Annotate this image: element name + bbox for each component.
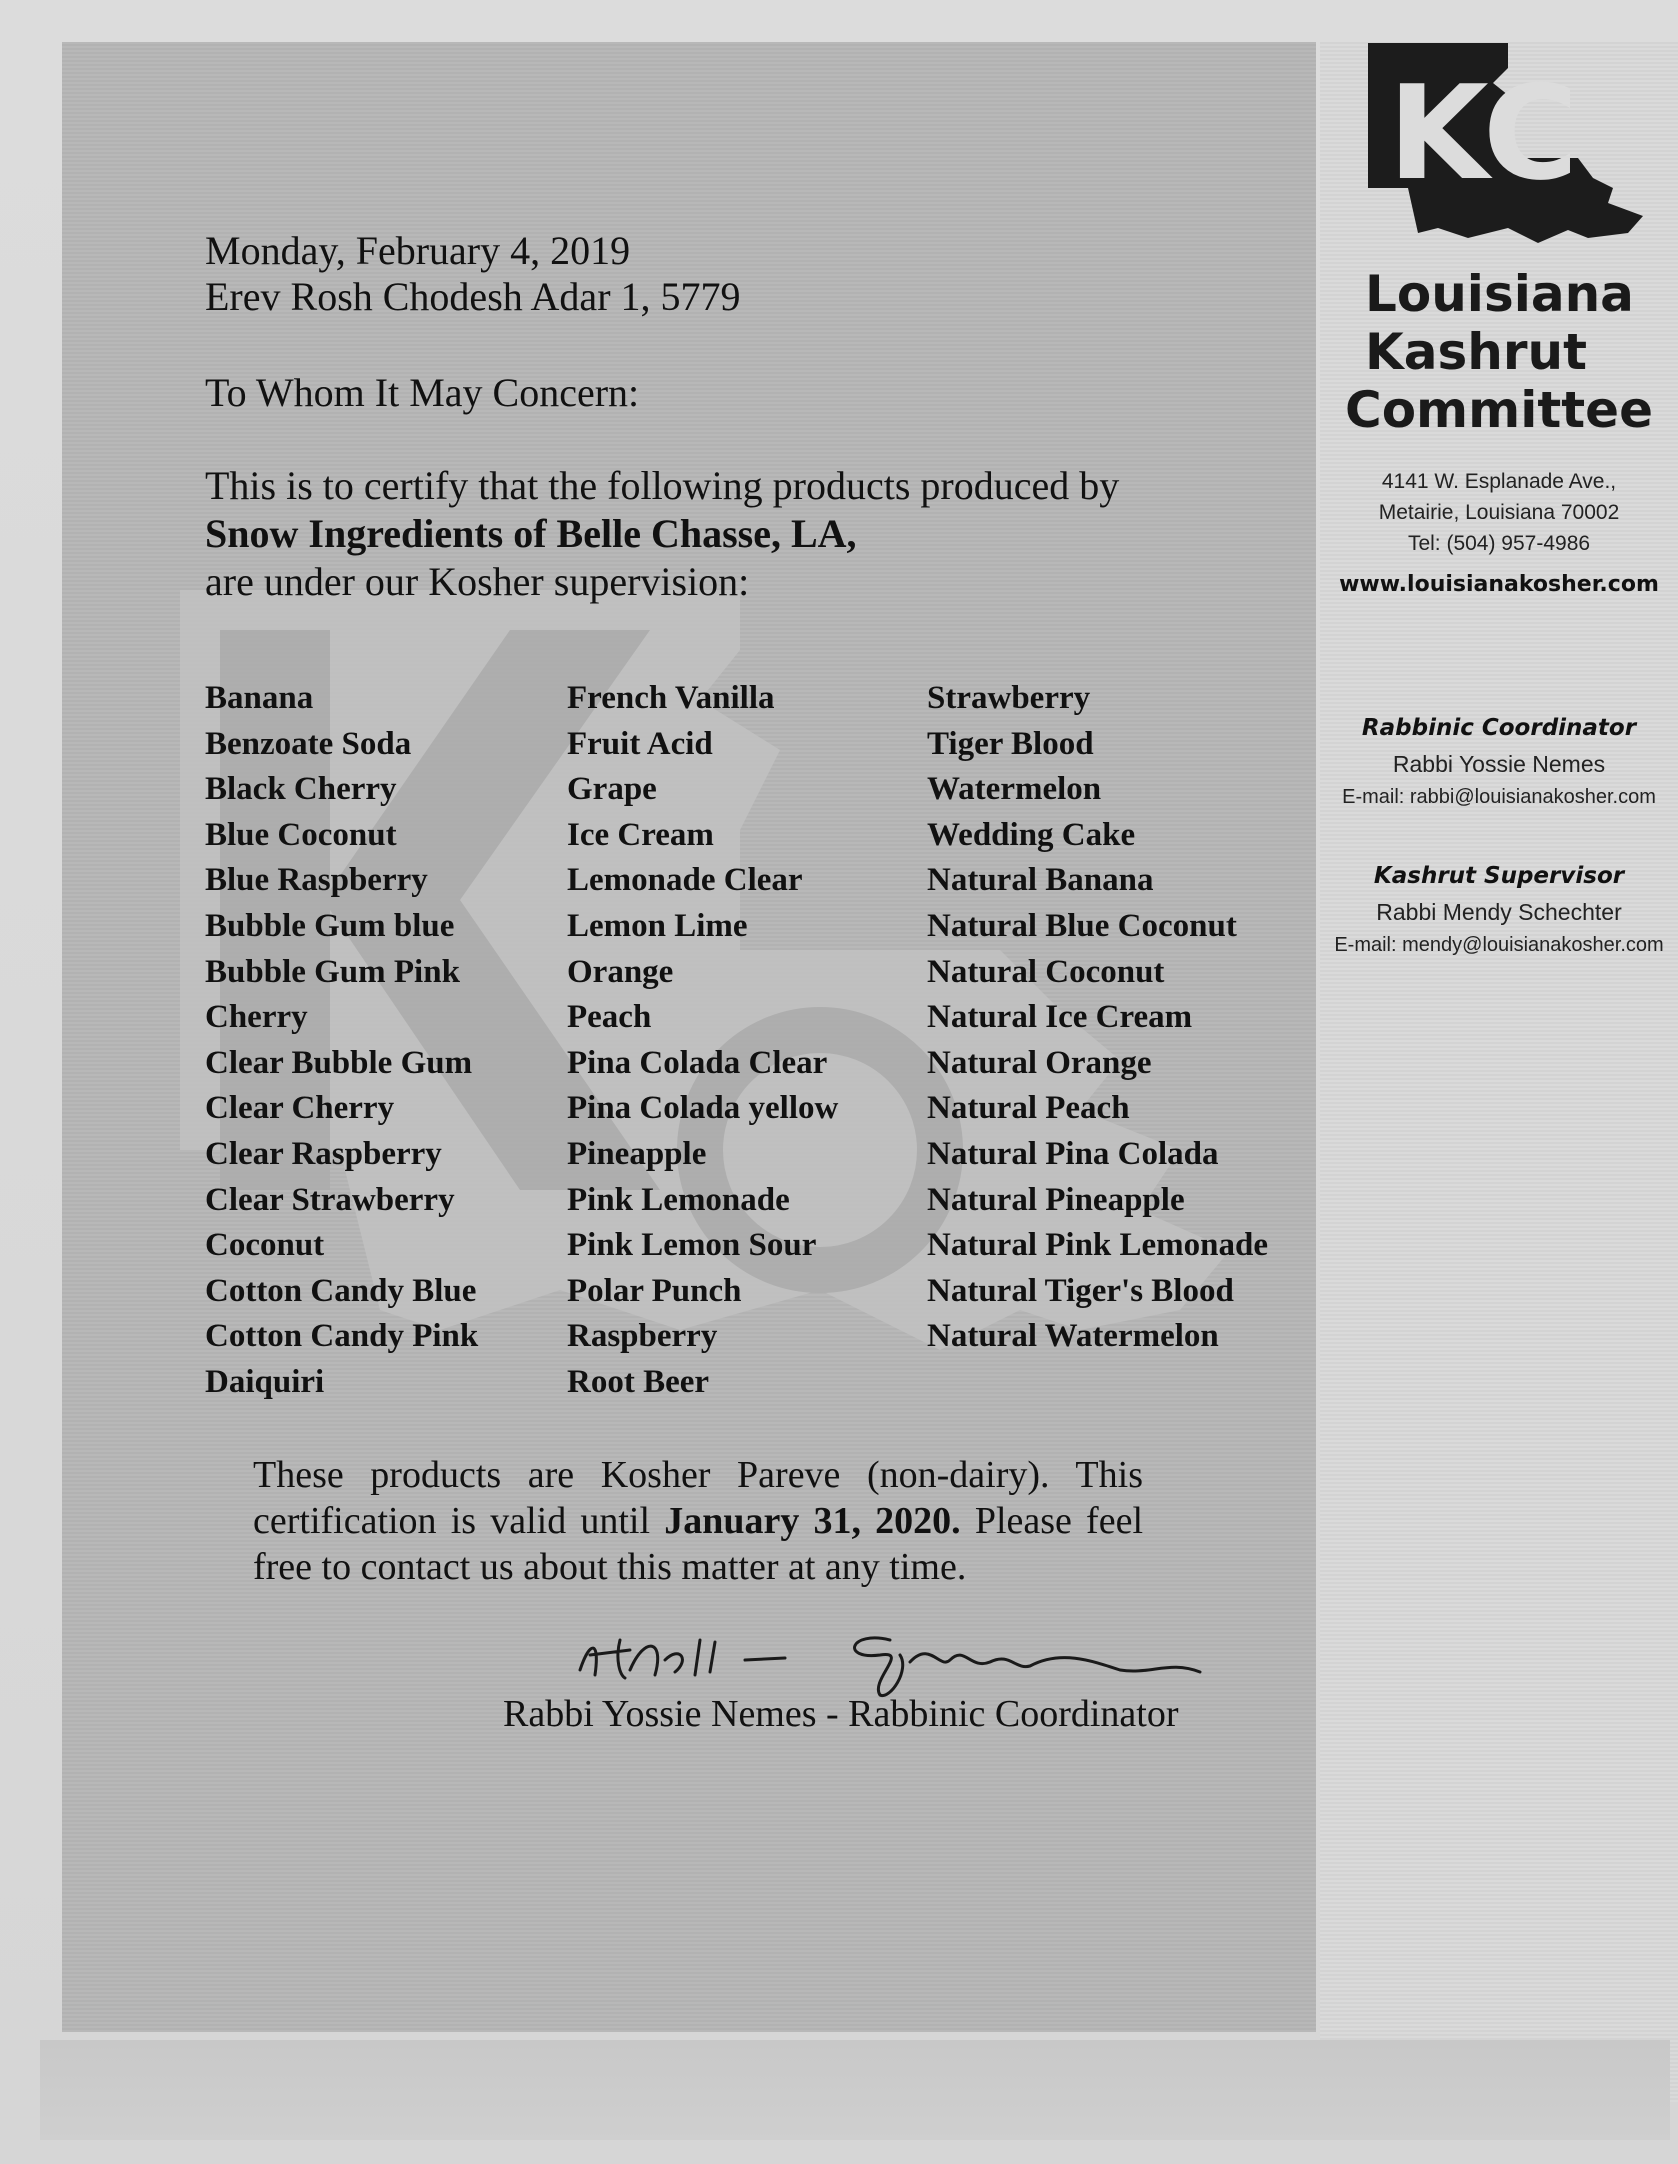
address-line: 4141 W. Esplanade Ave., xyxy=(1381,470,1617,493)
salutation: To Whom It May Concern: xyxy=(205,370,640,415)
product-item: Blue Coconut xyxy=(205,816,397,853)
product-item: Natural Coconut xyxy=(927,953,1165,990)
handwritten-signature xyxy=(570,1600,1270,1700)
product-column-2 xyxy=(567,676,838,1406)
product-item: Fruit Acid xyxy=(567,725,713,762)
product-item: Strawberry xyxy=(927,680,1091,716)
product-item: Cotton Candy Blue xyxy=(205,1272,477,1309)
product-item: Tiger Blood xyxy=(927,725,1094,762)
product-item: Pina Colada Clear xyxy=(567,1044,828,1081)
product-item: Raspberry xyxy=(567,1318,718,1355)
product-item: French Vanilla xyxy=(567,680,775,716)
product-item: Natural Ice Cream xyxy=(927,999,1193,1036)
contact-kashrut-supervisor xyxy=(1320,858,1678,960)
closing-text: Please feel free to contact us about this matter at any time. xyxy=(253,1500,1143,1588)
product-item: Black Cherry xyxy=(205,771,397,808)
product-item: Natural Pina Colada xyxy=(927,1135,1219,1172)
contact-email: E-mail: rabbi@louisianakosher.com xyxy=(1342,786,1656,808)
product-item: Natural Pink Lemonade xyxy=(927,1227,1269,1264)
product-item: Natural Orange xyxy=(927,1044,1152,1081)
product-item: Cherry xyxy=(205,999,308,1036)
org-website: www.louisianakosher.com xyxy=(1339,572,1659,597)
product-item: Ice Cream xyxy=(567,816,714,853)
product-item: Pina Colada yellow xyxy=(567,1090,839,1127)
louisiana-state-logo-icon xyxy=(1358,38,1658,258)
product-item: Natural Tiger's Blood xyxy=(927,1272,1234,1309)
product-item: Wedding Cake xyxy=(927,816,1136,853)
product-item: Clear Bubble Gum xyxy=(205,1044,473,1081)
contact-name: Rabbi Mendy Schechter xyxy=(1376,899,1622,925)
product-item: Daiquiri xyxy=(205,1363,325,1400)
product-item: Natural Pineapple xyxy=(927,1181,1185,1218)
product-item: Root Beer xyxy=(567,1363,710,1400)
org-name-line: Kashrut xyxy=(1365,323,1587,381)
product-item: Natural Blue Coconut xyxy=(927,907,1237,944)
certification-intro xyxy=(205,462,1119,606)
product-item: Blue Raspberry xyxy=(205,862,428,899)
company-name: Snow Ingredients of Belle Chasse, LA, xyxy=(205,511,857,556)
product-item: Benzoate Soda xyxy=(205,725,412,762)
product-item: Lemonade Clear xyxy=(567,862,803,899)
contact-role: Kashrut Supervisor xyxy=(1373,863,1625,889)
product-item: Peach xyxy=(567,999,652,1036)
signer-name: Rabbi Yossie Nemes - Rabbinic Coordinator xyxy=(503,1693,1179,1735)
product-item: Bubble Gum Pink xyxy=(205,953,460,990)
address-line: Metairie, Louisiana 70002 xyxy=(1378,501,1620,524)
product-item: Clear Strawberry xyxy=(205,1181,455,1218)
product-item: Banana xyxy=(205,680,314,716)
contact-email: E-mail: mendy@louisianakosher.com xyxy=(1334,934,1664,956)
product-item: Bubble Gum blue xyxy=(205,907,455,944)
product-item: Grape xyxy=(567,771,657,808)
product-column-1 xyxy=(205,676,478,1406)
org-address xyxy=(1320,466,1678,559)
product-item: Natural Peach xyxy=(927,1090,1130,1127)
contact-role: Rabbinic Coordinator xyxy=(1361,715,1637,741)
product-item: Natural Banana xyxy=(927,862,1154,899)
kc-logo xyxy=(1358,38,1658,258)
letter-date-block xyxy=(205,228,741,320)
product-column-3 xyxy=(927,676,1268,1360)
product-item: Pink Lemon Sour xyxy=(567,1227,817,1264)
product-item: Watermelon xyxy=(927,771,1102,808)
logo-letters: KC xyxy=(1388,57,1579,209)
organization-name xyxy=(1345,265,1675,439)
intro-line: This is to certify that the following products produced by xyxy=(205,463,1120,508)
product-item: Pineapple xyxy=(567,1135,707,1172)
product-item: Lemon Lime xyxy=(567,907,748,944)
letter-date: Monday, February 4, 2019 xyxy=(205,228,631,273)
org-name-line: Committee xyxy=(1345,381,1654,439)
contact-rabbinic-coordinator xyxy=(1320,710,1678,812)
closing-text: These products are Kosher Pareve (non-dairy). This certification is valid until xyxy=(253,1454,1143,1542)
page-bottom-margin xyxy=(40,2040,1670,2140)
product-item: Cotton Candy Pink xyxy=(205,1318,479,1355)
contact-name: Rabbi Yossie Nemes xyxy=(1392,751,1606,777)
product-item: Coconut xyxy=(205,1227,325,1264)
org-name-line: Louisiana xyxy=(1365,265,1634,323)
valid-until-date: January 31, 2020. xyxy=(664,1500,961,1542)
hebrew-date: Erev Rosh Chodesh Adar 1, 5779 xyxy=(205,274,741,319)
closing-paragraph xyxy=(253,1452,1143,1590)
intro-line: are under our Kosher supervision: xyxy=(205,559,750,604)
product-item: Pink Lemonade xyxy=(567,1181,790,1218)
product-item: Polar Punch xyxy=(567,1272,742,1309)
phone-number: Tel: (504) 957-4986 xyxy=(1407,532,1591,555)
product-item: Natural Watermelon xyxy=(927,1318,1219,1355)
product-item: Clear Raspberry xyxy=(205,1135,442,1172)
product-item: Orange xyxy=(567,953,674,990)
product-item: Clear Cherry xyxy=(205,1090,395,1127)
